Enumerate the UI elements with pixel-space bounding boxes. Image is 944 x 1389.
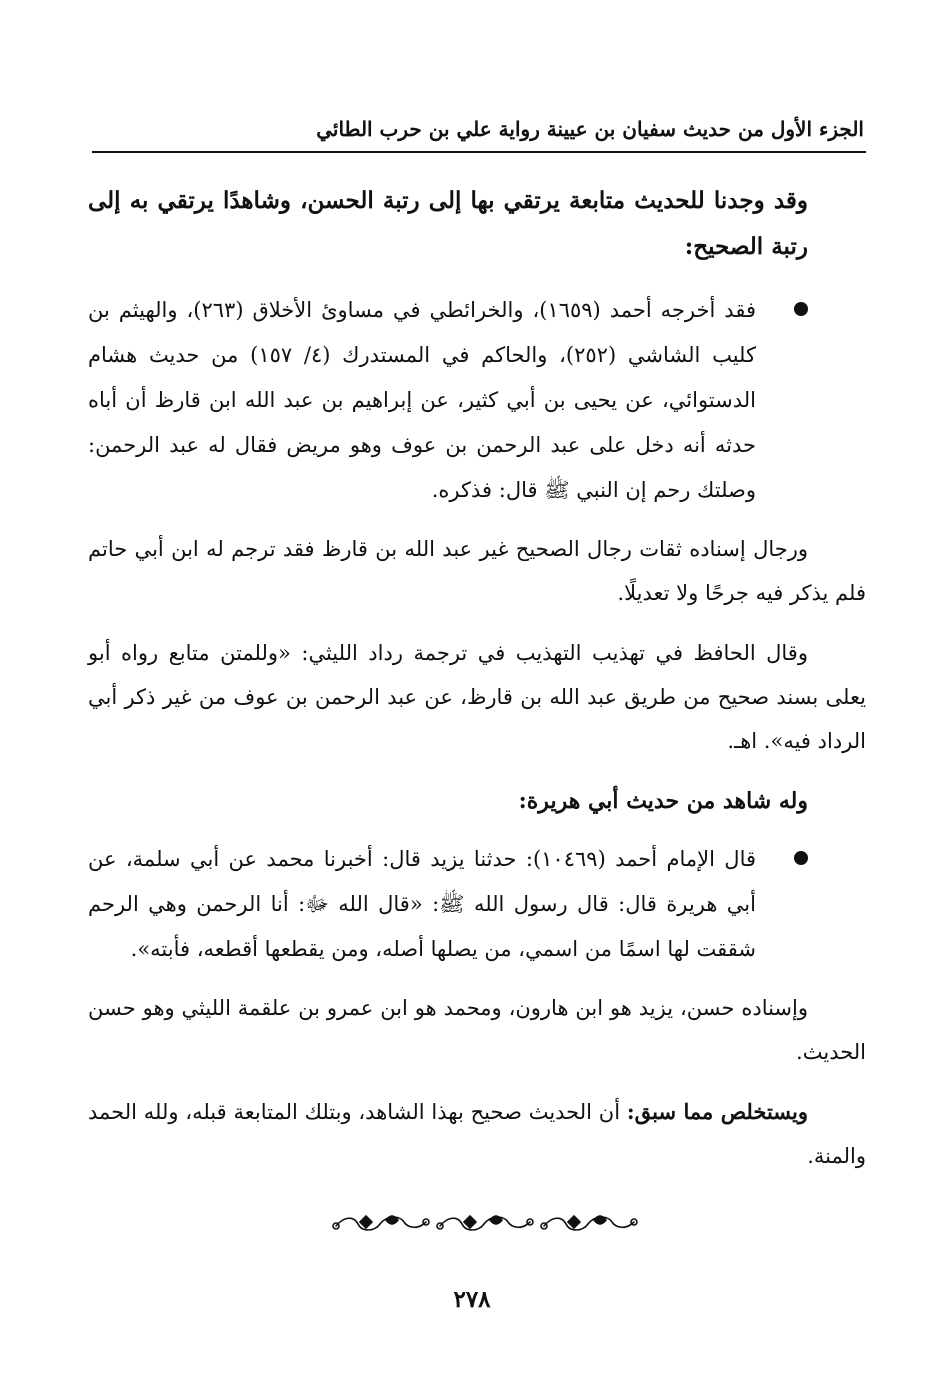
header-rule <box>92 151 866 153</box>
conclusion-text: أن الحديث صحيح بهذا الشاهد، وبتلك المتابعة قبله، ولله الحمد والمنة. <box>88 1100 866 1168</box>
paragraph-hafiz-quote: وقال الحافظ في تهذيب التهذيب في ترجمة رداد الليثي: «وللمتن متابع رواه أبو يعلى بسند صحيح من طريق عبد الله بن قارظ، عن عبد الرحمن بن عوف من غير ذكر أبي الرداد فيه». اهـ. <box>88 641 866 753</box>
page-body <box>88 178 866 1178</box>
lead-paragraph: وقد وجدنا للحديث متابعة يرتقي بها إلى رتبة الحسن، وشاهدًا يرتقي به إلى رتبة الصحيح: <box>88 187 808 260</box>
bullet-text: فقد أخرجه أحمد (١٦٥٩)، والخرائطي في مساوئ الأخلاق (٢٦٣)، والهيثم بن كليب الشاشي (٢٥٢)، والحاكم في المستدرك (٤/ ١٥٧) من حديث هشام الدستوائي، عن يحيى بن أبي كثير، عن إبراهيم بن عبد الله ابن قارظ أن أباه حدثه أنه دخل على عبد الرحمن بن عوف وهو مريض فقال له عبد الرحمن: وصلتك رحم إن النبي ﷺ قال: فذكره. <box>88 298 756 502</box>
paragraph-narrators: ورجال إسناده ثقات رجال الصحيح غير عبد الله بن قارظ فقد ترجم له ابن أبي حاتم فلم يذكر فيه جرحًا ولا تعديلًا. <box>88 537 866 605</box>
bullet-text: قال الإمام أحمد (١٠٤٦٩): حدثنا يزيد قال: أخبرنا محمد عن أبي سلمة، عن أبي هريرة قال: قال رسول الله ﷺ: «قال الله ﷻ: أنا الرحمن وهي الرحم شققت لها اسمًا من اسمي، من يصلها أصله، ومن يقطعها أقطعه، فأبته». <box>88 847 757 961</box>
bullet-item-ahmad-1659 <box>88 288 866 513</box>
page-number: ٢٧٨ <box>453 1286 491 1313</box>
floral-divider-ornament-icon <box>330 1208 640 1240</box>
bullet-icon <box>794 302 808 316</box>
conclusion-label: ويستخلص مما سبق: <box>626 1099 808 1124</box>
subheading-abu-hurayra: وله شاهد من حديث أبي هريرة: <box>518 788 808 814</box>
bullet-icon <box>794 851 808 865</box>
paragraph-conclusion <box>88 1090 866 1178</box>
running-header: الجزء الأول من حديث سفيان بن عيينة رواية علي بن حرب الطائي <box>316 117 864 141</box>
bullet-item-ahmad-10469 <box>88 837 866 972</box>
paragraph-isnad: وإسناده حسن، يزيد هو ابن هارون، ومحمد هو ابن عمرو بن علقمة الليثي وهو حسن الحديث. <box>88 996 866 1064</box>
